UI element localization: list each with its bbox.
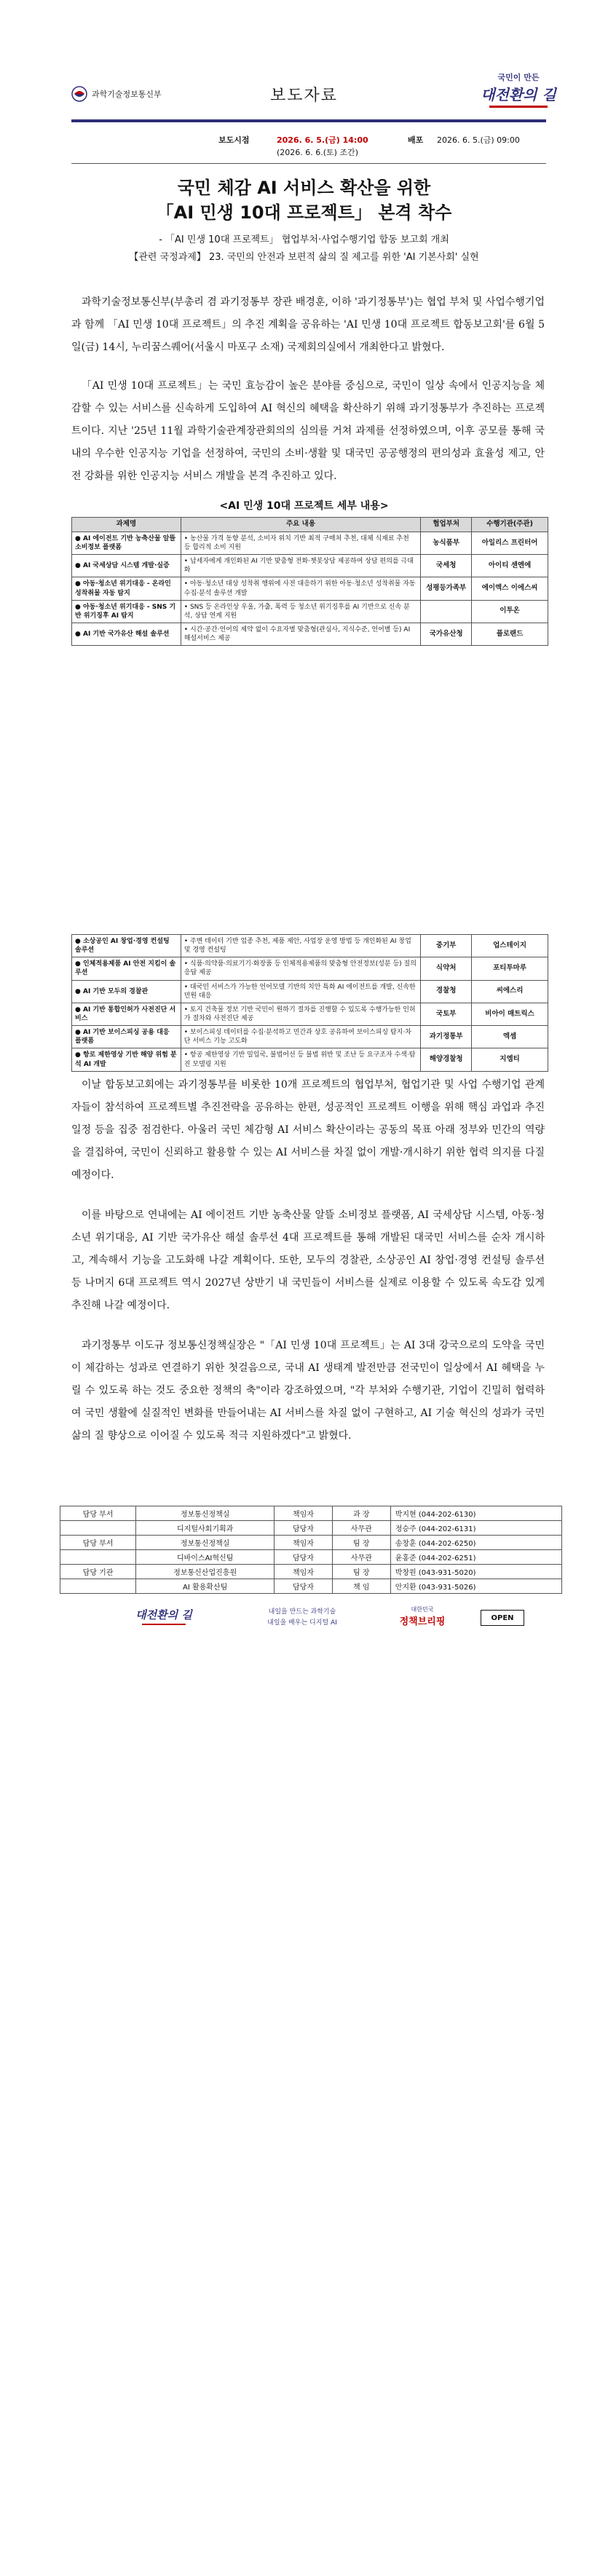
project-content-cell: • 납세자에게 개인화된 AI 기반 맞춤형 전화·챗봇상담 제공하여 상담 편의를 극대화	[181, 555, 420, 577]
contact-cell: 윤홍준 (044-202-6251)	[390, 1550, 561, 1565]
project-content-cell: • 시간·공간·언어의 제약 없이 수요자별 맞춤형(관심사, 지식수준, 언어별 등) AI 해설서비스 제공	[181, 623, 420, 645]
contact-row	[60, 1565, 562, 1579]
contact-cell: 담당자	[275, 1521, 333, 1536]
project-name-cell: ● 아동·청소년 위기대응 - 온라인 성착취물 자동 탐지	[72, 577, 181, 600]
project-content-cell: • 토지 건축물 정보 기반 국민이 원하기 절차를 진행할 수 있도록 수행가능한 인허가 절차와 사전진단 제공	[181, 1003, 420, 1025]
project-name-cell: ● 아동·청소년 위기대응 - SNS 기반 위기징후 AI 탐지	[72, 600, 181, 623]
project-content-cell: • 항공 제한영상 기반 밀입국, 불법어선 등 불법 위반 및 조난 등 요구조자 수색·탐진 모델링 지원	[181, 1048, 420, 1071]
contact-cell: 담당자	[275, 1550, 333, 1565]
brand-underline	[489, 106, 548, 108]
contact-cell: 사무관	[332, 1550, 390, 1565]
embargo-label: 보도시점	[218, 135, 250, 145]
table-header-row	[72, 518, 548, 532]
korea-main-text: 정책브리핑	[399, 1616, 446, 1627]
contact-cell	[60, 1521, 136, 1536]
project-agency-cell: 성평등가족부	[421, 577, 472, 600]
contact-cell: 팀 장	[332, 1565, 390, 1579]
contact-cell: 정승주 (044-202-6131)	[390, 1521, 561, 1536]
contact-cell: 책 임	[332, 1579, 390, 1594]
header-project: 과제명	[72, 518, 181, 532]
header-divider	[71, 119, 546, 122]
contact-cell: 책임자	[275, 1565, 333, 1579]
contact-cell: 팀 장	[332, 1536, 390, 1550]
paragraph-4: 이를 바탕으로 연내에는 AI 에이전트 기반 농축산물 알뜰 소비정보 플랫폼, AI 국세상담 시스템, 아동·청소년 위기대응, AI 기반 국가유산 해설 솔루션 4대 프로젝트를 통해 개발된 대국민 서비스를 순차 개시하고, 계속해서 기능을 고도화해 나갈 계획이다. 또한, 모두의 경찰관, 소상공인 AI 창업·경영 컨설팅 솔루션 등 나머지 6대 프로젝트 역시 2027년 상반기 내 국민들이 서비스를 실제로 이용할 수 있도록 속도감 있게 추진해 나갈 예정이다.	[71, 1209, 545, 1311]
ministry-name: 과학기술정보통신부	[92, 90, 162, 99]
embargo-date-1: 2026. 6. 5.(금) 14:00	[277, 135, 368, 145]
table-row	[72, 555, 548, 577]
contact-cell	[60, 1550, 136, 1565]
project-org-cell: 지엠티	[472, 1048, 548, 1071]
project-agency-cell: 중기부	[421, 935, 472, 957]
footer-slogan	[240, 1607, 364, 1629]
contact-cell: 담당자	[275, 1579, 333, 1594]
korea-top-text: 대한민국	[411, 1606, 434, 1613]
contact-cell: 박창원 (043-931-5020)	[390, 1565, 561, 1579]
contact-cell: 책임자	[275, 1506, 333, 1521]
project-agency-cell: 경찰청	[421, 980, 472, 1003]
project-org-cell: 엑셈	[472, 1026, 548, 1048]
table-row	[72, 1048, 548, 1071]
project-agency-cell: 국세청	[421, 555, 472, 577]
paragraph-3: 이날 합동보고회에는 과기정통부를 비롯한 10개 프로젝트의 협업부처, 협업기관 및 사업 수행기업 관계자들이 참석하여 프로젝트별 추진전략을 공유하는 한편, 성공적인 프로젝트 이행을 위해 핵심 과업과 추진일정 등을 집중 점검한다. 아울러 국민 체감형 AI 서비스 확산이라는 공동의 목표 아래 정부와 민간의 역량을 결집하여, 국민이 신뢰하고 활용할 수 있는 AI 서비스를 차질 없이 개발·개시하기 위한 협력 의지를 다질 예정이다.	[71, 1079, 545, 1181]
table-row	[72, 935, 548, 957]
contact-row	[60, 1579, 562, 1594]
contact-row	[60, 1550, 562, 1565]
date-divider	[71, 163, 546, 164]
project-agency-cell: 해양경찰청	[421, 1048, 472, 1071]
subheadline: - 「AI 민생 10대 프로젝트」 협업부처·사업수행기업 합동 보고회 개최	[159, 234, 449, 245]
table-row	[72, 623, 548, 645]
project-org-cell: 아이티 센엔에	[472, 555, 548, 577]
related-task: 【관련 국정과제】 23. 국민의 안전과 보편적 삶의 질 제고를 위한 'AI 기본사회' 실현	[129, 252, 479, 263]
header-agency: 협업부처	[421, 518, 472, 532]
headline-line-2: 「AI 민생 10대 프로젝트」 본격 착수	[156, 202, 452, 223]
contact-cell: 사무관	[332, 1521, 390, 1536]
contact-cell: 정보통신산업진흥원	[136, 1565, 275, 1579]
project-agency-cell: 국토부	[421, 1003, 472, 1025]
project-name-cell: ● AI 기반 통합인허가 사전진단 서비스	[72, 1003, 181, 1025]
open-license-text: OPEN	[491, 1613, 514, 1622]
paragraph-5: 과기정통부 이도규 정보통신정책실장은 "「AI 민생 10대 프로젝트」는 AI 3대 강국으로의 도약을 국민이 체감하는 성과로 연결하기 위한 첫걸음으로, 국내 AI 생태계 발전만큼 전국민이 일상에서 AI 혜택을 누릴 수 있도록 하는 것도 중요한 정책의 축"이라 강조하였으며, "각 부처와 수행기관, 기업이 긴밀히 협력하여 국민 생활에 실질적인 변화를 만들어내는 AI 서비스를 차질 없이 구현하고, AI 기술 혁신의 성과가 국민 삶의 질 향상으로 이어질 수 있도록 적극 지원하겠다"고 밝혔다.	[71, 1340, 545, 1442]
contact-row	[60, 1536, 562, 1550]
contact-cell: 정보통신정책실	[136, 1536, 275, 1550]
table-row	[72, 957, 548, 980]
open-license-badge	[481, 1610, 524, 1626]
embargo-date-2: (2026. 6. 6.(토) 조간)	[277, 148, 359, 157]
brand-top-text: 국민이 만든	[497, 73, 540, 82]
project-name-cell: ● AI 기반 모두의 경찰관	[72, 980, 181, 1003]
project-org-cell: 플로랜드	[472, 623, 548, 645]
contact-cell: 디지털사회기획과	[136, 1521, 275, 1536]
paragraph-2: 「AI 민생 10대 프로젝트」는 국민 효능감이 높은 분야를 중심으로, 국민이 일상 속에서 인공지능을 체감할 수 있는 서비스를 신속하게 도입하여 AI 혁신의 혜택을 확산하기 위해 과기정통부가 추진하는 프로젝트이다. 지난 '25년 11월 과학기술관계장관회의의 심의를 거쳐 과제를 선정하였으며, 이후 공모를 통해 국내의 우수한 인공지능 기업을 선정하여, 국민의 소비·생활 및 대국민 공공행정의 편의성과 효율성 제고, 안전 강화를 위한 인공지능 서비스 개발을 본격 추진하고 있다.	[71, 380, 545, 482]
contact-row	[60, 1506, 562, 1521]
korea-policy-briefing-logo	[386, 1605, 459, 1627]
document-type-title: 보도자료	[269, 87, 338, 105]
footer-logos	[0, 1604, 608, 1636]
contact-cell: 정보통신정책실	[136, 1506, 275, 1521]
brand-main-text: 대전환의 길	[481, 86, 556, 103]
project-content-cell: • 주변 데이터 기반 업종 추천, 제품 제안, 사업장 운영 방법 등 개인화된 AI 창업 및 경영 컨설팅	[181, 935, 420, 957]
footer-slogan-1: 내일을 만드는 과학기술	[268, 1608, 336, 1616]
project-org-cell: 씨에스리	[472, 980, 548, 1003]
project-name-cell: ● 인체적용제품 AI 안전 지킴이 솔루션	[72, 957, 181, 980]
table-row	[72, 1026, 548, 1048]
project-content-cell: • 아동·청소년 대상 성착취 행위에 사전 대응하기 위한 아동·청소년 성착취물 자동 수집·분석 솔루션 개발	[181, 577, 420, 600]
contact-table	[60, 1506, 562, 1594]
table-row	[72, 1003, 548, 1025]
date-row	[0, 131, 608, 160]
contact-cell: 책임자	[275, 1536, 333, 1550]
footer-brand	[131, 1607, 197, 1627]
contact-cell: 과 장	[332, 1506, 390, 1521]
project-name-cell: ● AI 에이전트 기반 농축산물 알뜰 소비정보 플랫폼	[72, 532, 181, 554]
footer-brand-underline	[142, 1624, 186, 1625]
project-content-cell: • 농산물 가격 동향 분석, 소비자 위치 기반 최적 구매처 추천, 대체 식재료 추천 등 합리적 소비 지원	[181, 532, 420, 554]
project-name-cell: ● AI 기반 보이스피싱 공용 대응 플랫폼	[72, 1026, 181, 1048]
paragraph-1: 과학기술정보통신부(부총리 겸 과기정통부 장관 배경훈, 이하 '과기정통부')는 협업 부처 및 사업수행기업과 함께 「AI 민생 10대 프로젝트」의 추진 계획을 공유하는 'AI 민생 10대 프로젝트 합동보고회'를 6월 5일(금) 14시, 누리꿈스퀘어(서울시 마포구 소재) 국제회의실에서 개최한다고 밝혔다.	[71, 296, 545, 353]
contact-cell: 안지환 (043-931-5026)	[390, 1579, 561, 1594]
contact-cell: 디바이스AI혁신팀	[136, 1550, 275, 1565]
contact-cell: 담당 기관	[60, 1565, 136, 1579]
headline-line-1: 국민 체감 AI 서비스 확산을 위한	[177, 178, 431, 198]
project-name-cell: ● 항로 제한영상 기반 해양 위험 분석 AI 개발	[72, 1048, 181, 1071]
contact-cell	[60, 1579, 136, 1594]
contact-cell: 송창훈 (044-202-6250)	[390, 1536, 561, 1550]
project-content-cell: • SNS 등 온라인상 우울, 가출, 폭력 등 청소년 위기징후를 AI 기반으로 신속 분석, 상담 연계 지원	[181, 600, 420, 623]
header-content: 주요 내용	[181, 518, 420, 532]
contact-cell: 담당 부서	[60, 1536, 136, 1550]
project-org-cell: 업스테이지	[472, 935, 548, 957]
release-label: 배포	[408, 135, 424, 145]
project-agency-cell	[421, 600, 472, 623]
project-content-cell: • 대국민 서비스가 가능한 언어모델 기반의 치안 특화 AI 에이전트를 개발, 신속한 민원 대응	[181, 980, 420, 1003]
project-name-cell: ● AI 국세상담 시스템 개발·실증	[72, 555, 181, 577]
contact-cell: 담당 부서	[60, 1506, 136, 1521]
table-row	[72, 980, 548, 1003]
project-name-cell: ● AI 기반 국가유산 해설 솔루션	[72, 623, 181, 645]
header-org: 수행기관(주관)	[472, 518, 548, 532]
table-caption: <AI 민생 10대 프로젝트 세부 내용>	[219, 500, 389, 512]
projects-table-part-2	[71, 934, 548, 1072]
projects-table-part-1	[71, 517, 548, 646]
project-agency-cell: 농식품부	[421, 532, 472, 554]
project-agency-cell: 식약처	[421, 957, 472, 980]
table-row	[72, 577, 548, 600]
table-row	[72, 600, 548, 623]
contact-cell: 박지현 (044-202-6130)	[390, 1506, 561, 1521]
project-agency-cell: 과기정통부	[421, 1026, 472, 1048]
project-org-cell: 아일리스 프린터어	[472, 532, 548, 554]
project-org-cell: 이투온	[472, 600, 548, 623]
project-org-cell: 에이엑스 이에스씨	[472, 577, 548, 600]
contact-row	[60, 1521, 562, 1536]
footer-brand-text: 대전환의 길	[135, 1608, 192, 1621]
project-agency-cell: 국가유산청	[421, 623, 472, 645]
brand-logo	[479, 66, 558, 112]
footer-slogan-2: 내일을 배우는 디지털 AI	[267, 1619, 337, 1627]
release-date: 2026. 6. 5.(금) 09:00	[437, 135, 520, 145]
contact-cell: AI 활용확산팀	[136, 1579, 275, 1594]
project-org-cell: 포티투마루	[472, 957, 548, 980]
table-row	[72, 532, 548, 554]
project-content-cell: • 보이스피싱 데이터를 수집·분석하고 민간과 상호 공유하여 보이스피싱 탐지·차단 서비스 기능 고도화	[181, 1026, 420, 1048]
project-content-cell: • 식품·의약품·의료기기·화장품 등 인체적용제품의 맞춤형 안전정보(성분 등) 질의응답 제공	[181, 957, 420, 980]
project-name-cell: ● 소상공인 AI 창업·경영 컨설팅 솔루션	[72, 935, 181, 957]
project-org-cell: 비아이 매트릭스	[472, 1003, 548, 1025]
